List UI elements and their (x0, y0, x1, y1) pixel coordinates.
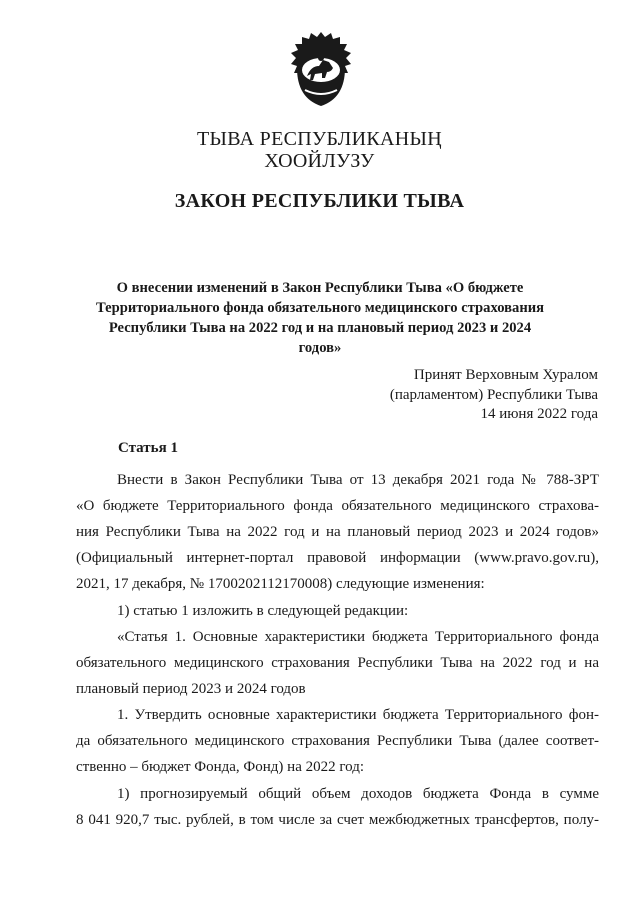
parliament-name-line1: ТЫВА РЕСПУБЛИКАНЫҢ (197, 128, 442, 150)
body-line: 1) статью 1 изложить в следующей редакции: (117, 603, 409, 619)
body-line: 1) прогнозируемый общий объем доходов бюджета Фонда в сумме (117, 786, 599, 802)
adoption-note-line2: (парламентом) Республики Тыва (389, 386, 598, 403)
body-line: 2021, 17 декабря, № 1700202112170008) следующие изменения: (76, 576, 485, 592)
body-line: «Статья 1. Основные характеристики бюджета Территориального фонда (117, 629, 599, 645)
body-line: да обязательного медицинского страхования Республики Тыва (далее соответ- (76, 733, 599, 749)
body-line: (Официальный интернет-портал правовой информации (www.pravo.gov.ru), (76, 550, 599, 566)
body-line: 1. Утвердить основные характеристики бюджета Территориального фон- (117, 707, 599, 723)
adoption-note (390, 366, 598, 425)
adoption-note-line1: Принят Верховным Хуралом (413, 367, 598, 383)
law-subject-line1: О внесении изменений в Закон Республики Тыва «О бюджете (116, 280, 524, 296)
law-title: ЗАКОН РЕСПУБЛИКИ ТЫВА (174, 190, 465, 212)
law-subject (90, 278, 550, 358)
parliament-name-line2: ХООЙЛУЗУ (264, 150, 375, 172)
law-subject-line3: Республики Тыва на 2022 год и на плановый период 2023 и 2024 годов» (108, 320, 532, 356)
body-line: Внести в Закон Республики Тыва от 13 декабря 2021 года № 788-ЗРТ (117, 472, 599, 488)
body-line: плановый период 2023 и 2024 годов (76, 681, 306, 697)
body-line: ственно – бюджет Фонда, Фонд) на 2022 год: (76, 759, 365, 775)
article-heading: Статья 1 (118, 440, 178, 456)
body-line: 8 041 920,7 тыс. рублей, в том числе за счет межбюджетных трансфертов, полу- (76, 812, 599, 828)
law-subject-line2: Территориального фонда обязательного медицинского страхования (95, 300, 545, 316)
adoption-note-line3: 14 июня 2022 года (480, 406, 598, 422)
body-line: ния Республики Тыва на 2022 год и на плановый период 2023 и 2024 годов» (76, 524, 599, 540)
parliament-name (0, 128, 639, 172)
body-line: обязательного медицинского страхования Республики Тыва на 2022 год и на (76, 655, 599, 671)
coat-of-arms-emblem (285, 28, 357, 108)
body-line: «О бюджете Территориального фонда обязательного медицинского страхова- (76, 498, 599, 514)
